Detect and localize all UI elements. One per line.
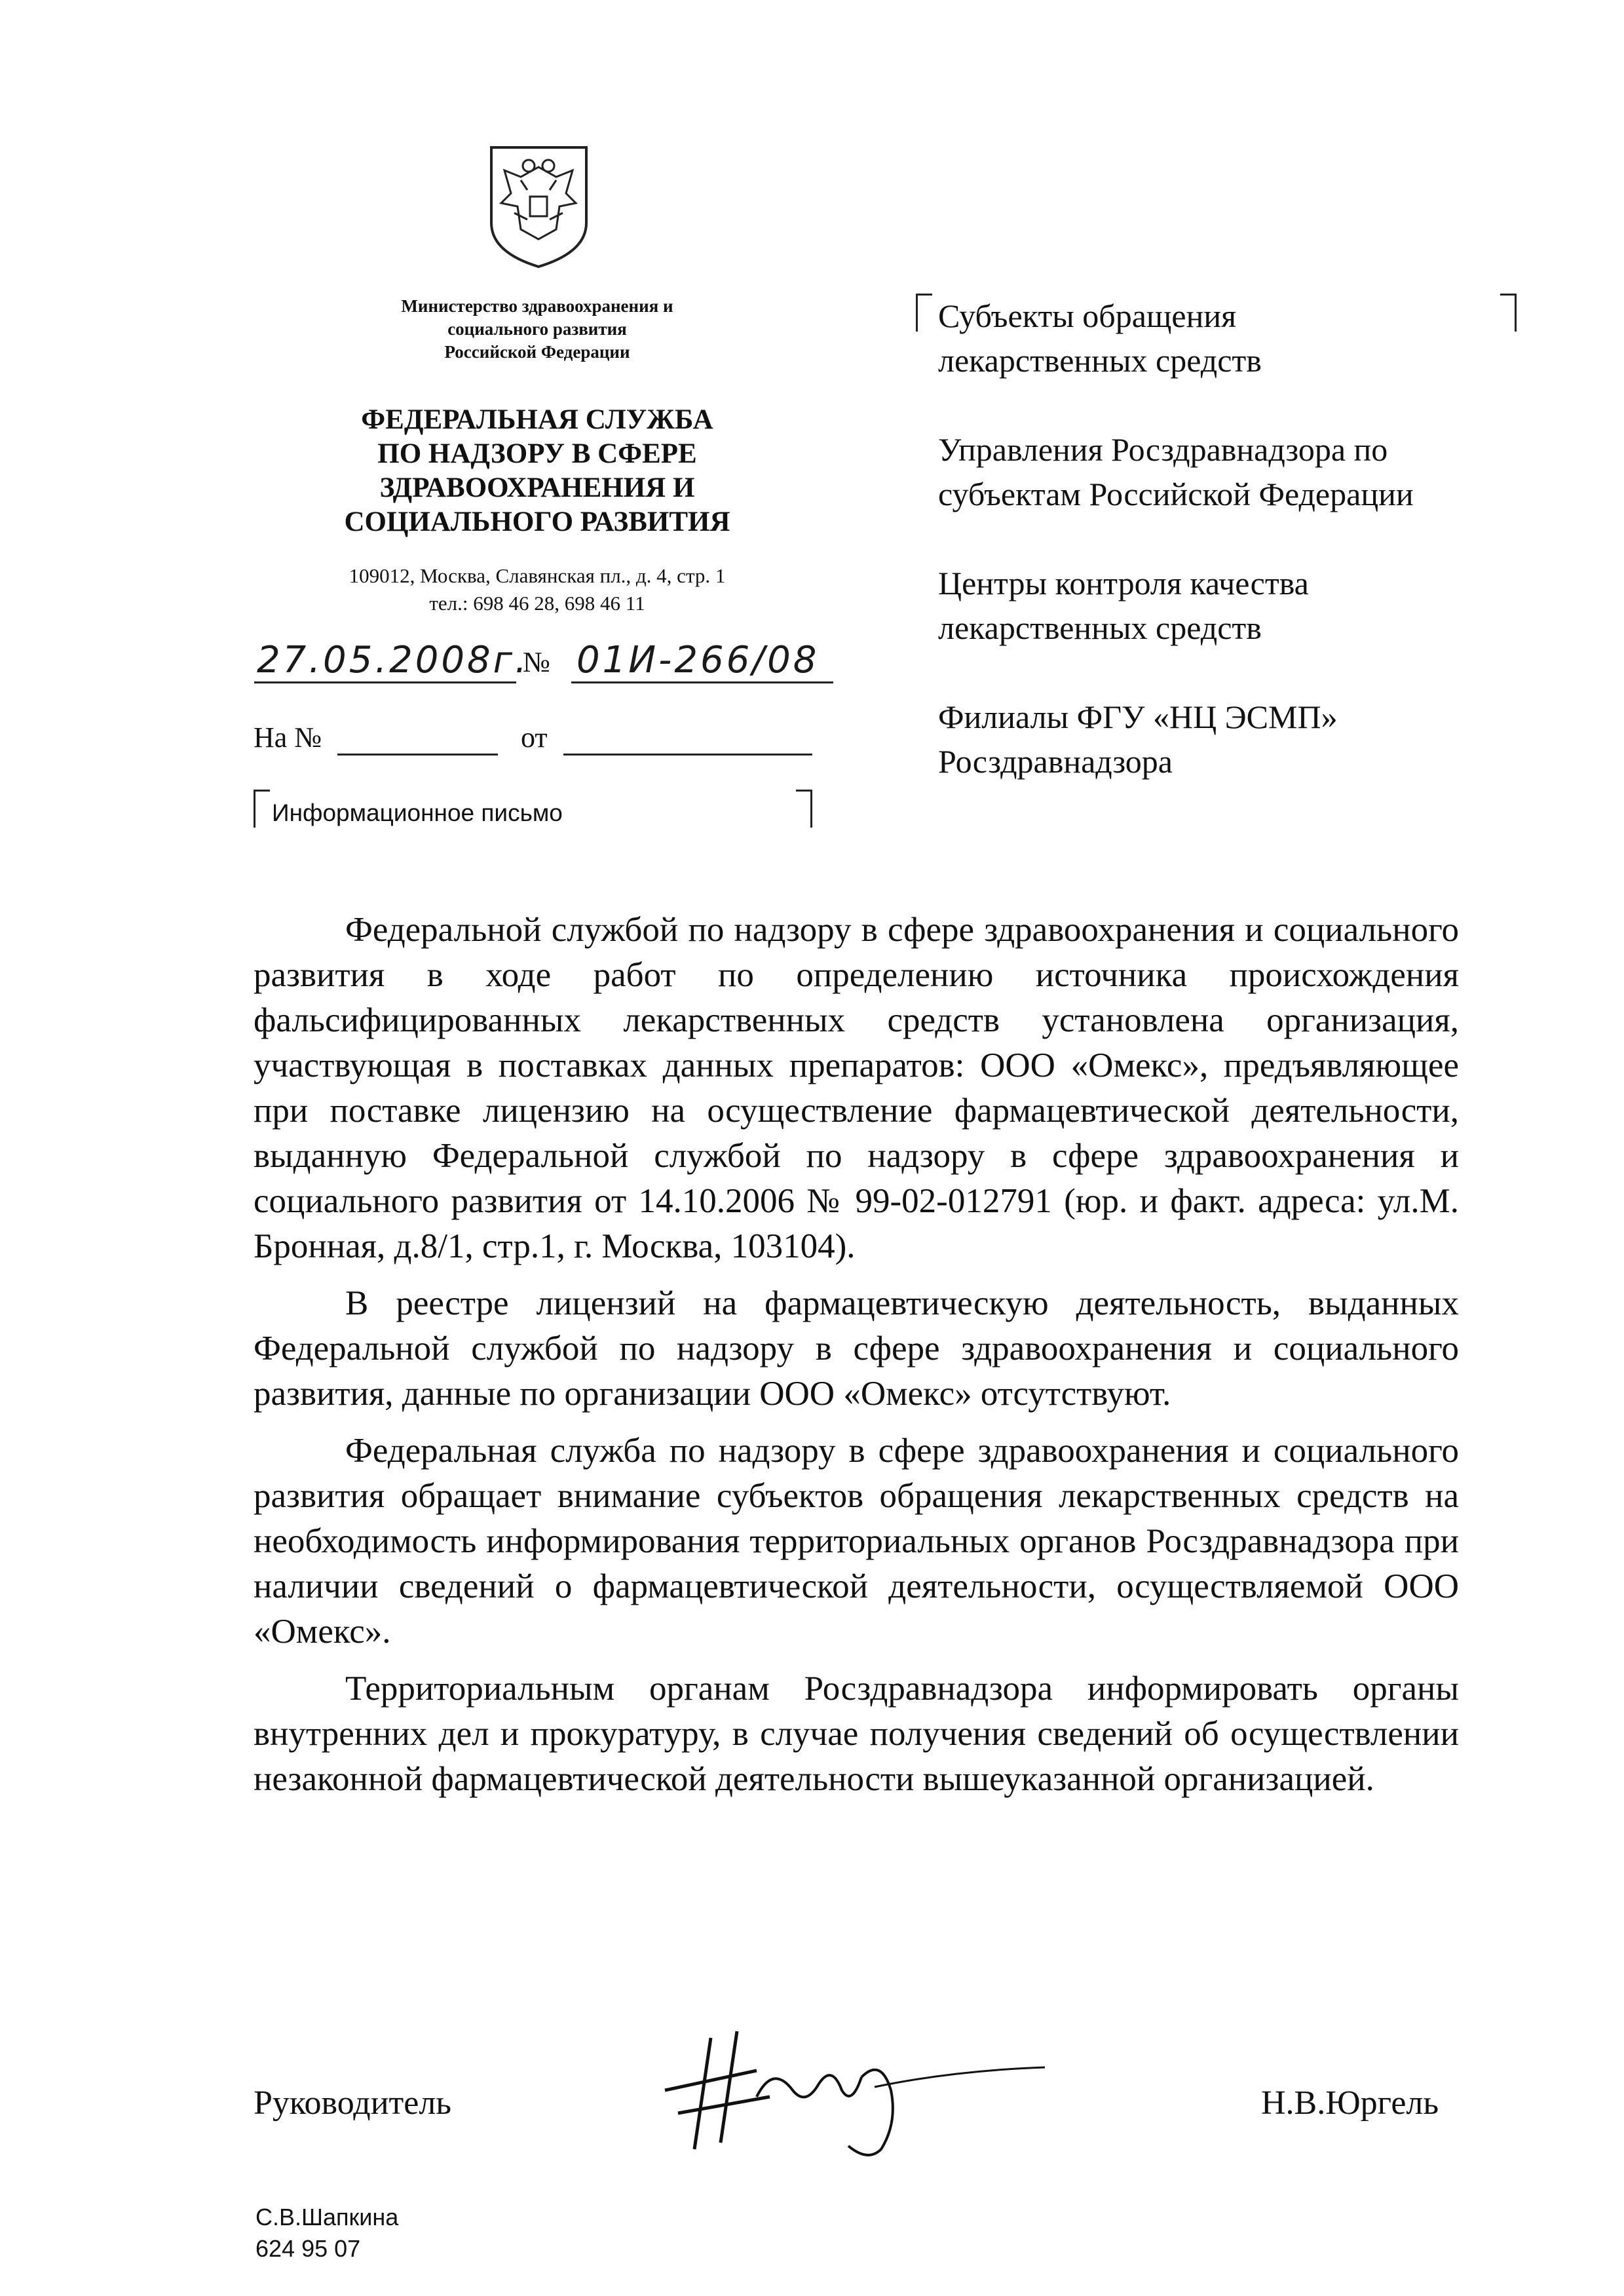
executor-phone: 624 95 07 (255, 2235, 361, 2262)
service-line: ЗДРАВООХРАНЕНИЯ И (379, 472, 695, 503)
recipient-line: Центры контроля качества (938, 565, 1309, 602)
service-address (288, 562, 786, 617)
executor-info (255, 2202, 398, 2265)
recipient-line: лекарственных средств (938, 609, 1262, 646)
recipient-line: Филиалы ФГУ «НЦ ЭСМП» (938, 698, 1338, 735)
ministry-line: Российской Федерации (444, 342, 630, 362)
subject-bracket-right (796, 790, 812, 828)
registration-number: 01И-266/08 (576, 639, 820, 681)
recipient-line: лекарственных средств (938, 342, 1262, 379)
body-paragraph: В реестре лицензий на фармацевтическую деятельность, выданных Федеральной службой по надзору в сфере здравоохранения и социального развития, данные по организации ООО «Омекс» отсутствуют. (254, 1284, 1459, 1413)
number-underline (571, 681, 833, 683)
reference-from-label: от (521, 721, 548, 754)
signatory-role: Руководитель (254, 2084, 451, 2122)
recipient-group (938, 695, 1528, 784)
date-underline (254, 681, 516, 683)
reference-label: На № (254, 721, 322, 754)
recipients-block (938, 294, 1528, 828)
subject-bracket-left (254, 790, 270, 828)
service-line: СОЦИАЛЬНОГО РАЗВИТИЯ (344, 507, 730, 537)
recipient-line: Управления Росздравнадзора по (938, 431, 1388, 468)
signatory-name: Н.В.Юргель (1261, 2084, 1439, 2122)
number-label: № (523, 646, 550, 678)
ministry-line: Министерство здравоохранения и (401, 296, 673, 316)
reference-number-line (337, 754, 498, 756)
reference-date-line (563, 754, 812, 756)
recipient-line: Росздравнадзора (938, 743, 1173, 780)
recipient-group (938, 561, 1528, 650)
recipient-group (938, 294, 1528, 383)
executor-name: С.В.Шапкина (255, 2204, 399, 2230)
registration-date: 27.05.2008г. (257, 639, 529, 681)
body-paragraph: Территориальным органам Росздравнадзора информировать органы внутренних дел и прокуратуру, в случае получения сведений об осуществлении незаконной фармацевтической деятельности вышеуказанной организацией. (254, 1670, 1459, 1798)
recipient-line: Субъекты обращения (938, 297, 1237, 334)
body-paragraph: Федеральная служба по надзору в сфере здравоохранения и социального развития обращает внимание субъектов обращения лекарственных средств на необходимость информирования территориальных органов Росздравнадзора при наличии сведений о фармацевтической деятельности, осуществляемой ООО «Омекс». (254, 1432, 1459, 1651)
ministry-line: социального развития (447, 319, 627, 339)
ministry-name (301, 295, 773, 364)
service-line: ФЕДЕРАЛЬНАЯ СЛУЖБА (361, 404, 713, 435)
body-paragraph: Федеральной службой по надзору в сфере здравоохранения и социального развития в ходе работ по определению источника происхождения фальсифицированных лекарственных средств установлена организация, участвующая в поставках данных препаратов: ООО «Омекс», предъявляющее при поставке лицензию на осуществление фармацевтической деятельности, выданную Федеральной службой по надзору в сфере здравоохранения и социального развития от 14.10.2006 № 99-02-012791 (юр. и факт. адреса: ул.М. Бронная, д.8/1, стр.1, г. Москва, 103104). (254, 911, 1459, 1265)
recipient-group (938, 427, 1528, 516)
service-name (282, 403, 793, 539)
recipient-line: субъектам Российской Федерации (938, 476, 1414, 512)
letter-body (254, 908, 1459, 1802)
subject-title: Информационное письмо (272, 799, 563, 826)
phone-line: тел.: 698 46 28, 698 46 11 (429, 592, 645, 615)
service-line: ПО НАДЗОРУ В СФЕРЕ (377, 438, 697, 469)
handwritten-signature-icon (658, 1999, 1051, 2169)
recipients-bracket-left (916, 294, 932, 332)
coat-of-arms-icon (482, 141, 596, 272)
address-line: 109012, Москва, Славянская пл., д. 4, стр. 1 (349, 564, 726, 587)
